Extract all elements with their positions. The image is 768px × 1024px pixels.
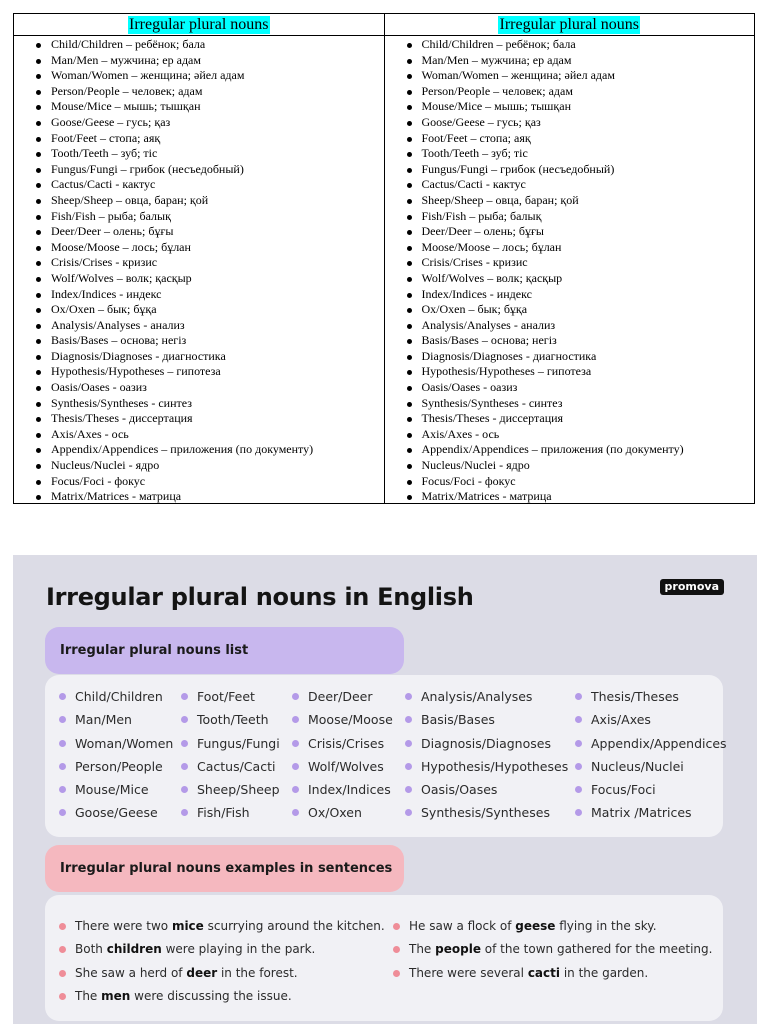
word-item: Man/Men (59, 708, 173, 731)
highlighted-noun: men (101, 989, 131, 1004)
list-item: Man/Men – мужчина; ер адам (385, 53, 755, 69)
list-item: Ox/Oxen – бык; бұқа (14, 302, 384, 318)
list-item: Goose/Geese – гусь; қаз (385, 115, 755, 131)
word-item: Thesis/Theses (575, 685, 727, 708)
highlighted-noun: children (106, 942, 162, 957)
sentence-column-left (59, 915, 385, 1009)
brand-logo: promova (660, 579, 724, 595)
list-item: Cactus/Cacti - кактус (385, 177, 755, 193)
list-item: Tooth/Teeth – зуб; тіс (14, 146, 384, 162)
list-item: Woman/Women – женщина; әйел адам (385, 68, 755, 84)
list-item: Fish/Fish – рыба; балық (14, 209, 384, 225)
table-header-text: Irregular plural nouns (128, 15, 269, 33)
sentences-heading-text: Irregular plural nouns examples in sentences (60, 861, 393, 876)
list-item: Focus/Foci - фокус (385, 474, 755, 490)
list-item: Oasis/Oases - оазиз (385, 380, 755, 396)
list-item: Hypothesis/Hypotheses – гипотеза (385, 364, 755, 380)
word-item: Child/Children (59, 685, 173, 708)
word-item: Axis/Axes (575, 708, 727, 731)
list-item: Mouse/Mice – мышь; тышқан (14, 99, 384, 115)
word-column-2 (181, 685, 280, 825)
list-item: Cactus/Cacti - кактус (14, 177, 384, 193)
sentence-item: Both children were playing in the park. (59, 938, 385, 961)
vocabulary-table (13, 13, 755, 504)
word-item: Hypothesis/Hypotheses (405, 755, 568, 778)
highlighted-noun: cacti (527, 965, 560, 980)
list-item: Goose/Geese – гусь; қаз (14, 115, 384, 131)
word-item: Sheep/Sheep (181, 778, 280, 801)
table-column-right (384, 14, 755, 503)
sentence-item: She saw a herd of deer in the forest. (59, 962, 385, 985)
list-item: Tooth/Teeth – зуб; тіс (385, 146, 755, 162)
list-item: Analysis/Analyses - анализ (14, 318, 384, 334)
list-item: Appendix/Appendices – приложения (по документу) (14, 442, 384, 458)
list-item: Axis/Axes - ось (385, 427, 755, 443)
word-list-left (14, 36, 384, 505)
word-item: Diagnosis/Diagnoses (405, 732, 568, 755)
word-item: Ox/Oxen (292, 801, 393, 824)
list-item: Wolf/Wolves – волк; қасқыр (14, 271, 384, 287)
table-column-left (14, 14, 384, 503)
word-item: Crisis/Crises (292, 732, 393, 755)
highlighted-noun: geese (515, 919, 556, 933)
infographic-card (13, 555, 757, 1024)
list-item: Matrix/Matrices - матрица (14, 489, 384, 505)
list-heading (45, 627, 404, 674)
list-item: Oasis/Oases - оазиз (14, 380, 384, 396)
word-column-3 (292, 685, 393, 825)
word-item: Deer/Deer (292, 685, 393, 708)
list-item: Person/People – человек; адам (385, 84, 755, 100)
list-item: Thesis/Theses - диссертация (385, 411, 755, 427)
sentence-item: There were two mice scurrying around the kitchen. (59, 915, 385, 938)
list-item: Fish/Fish – рыба; балық (385, 209, 755, 225)
word-item: Index/Indices (292, 778, 393, 801)
word-item: Foot/Feet (181, 685, 280, 708)
list-item: Sheep/Sheep – овца, баран; қой (385, 193, 755, 209)
list-item: Synthesis/Syntheses - синтез (385, 396, 755, 412)
sentence-box (45, 895, 723, 1021)
list-item: Basis/Bases – основа; негіз (14, 333, 384, 349)
list-item: Mouse/Mice – мышь; тышқан (385, 99, 755, 115)
table-header-left (14, 14, 384, 36)
list-item: Foot/Feet – стопа; аяқ (385, 131, 755, 147)
list-item: Moose/Moose – лось; бұлан (385, 240, 755, 256)
word-item: Analysis/Analyses (405, 685, 568, 708)
highlighted-noun: deer (186, 965, 218, 980)
list-item: Diagnosis/Diagnoses - диагностика (385, 349, 755, 365)
list-item: Index/Indices - индекс (14, 287, 384, 303)
word-item: Woman/Women (59, 732, 173, 755)
list-item: Deer/Deer – олень; бұғы (385, 224, 755, 240)
word-item: Basis/Bases (405, 708, 568, 731)
list-item: Foot/Feet – стопа; аяқ (14, 131, 384, 147)
list-item: Thesis/Theses - диссертация (14, 411, 384, 427)
word-item: Tooth/Teeth (181, 708, 280, 731)
list-item: Matrix/Matrices - матрица (385, 489, 755, 505)
list-item: Synthesis/Syntheses - синтез (14, 396, 384, 412)
word-list-right (385, 36, 755, 505)
list-heading-text: Irregular plural nouns list (60, 643, 249, 658)
word-item: Fish/Fish (181, 801, 280, 824)
table-header-text: Irregular plural nouns (499, 15, 639, 33)
list-item: Appendix/Appendices – приложения (по документу) (385, 442, 755, 458)
list-item: Man/Men – мужчина; ер адам (14, 53, 384, 69)
word-item: Oasis/Oases (405, 778, 568, 801)
list-item: Analysis/Analyses - анализ (385, 318, 755, 334)
table-header-right (385, 14, 755, 36)
word-column-4 (405, 685, 568, 825)
word-item: Person/People (59, 755, 173, 778)
list-item: Basis/Bases – основа; негіз (385, 333, 755, 349)
list-item: Focus/Foci - фокус (14, 474, 384, 490)
list-item: Nucleus/Nuclei - ядро (385, 458, 755, 474)
word-item: Mouse/Mice (59, 778, 173, 801)
list-item: Child/Children – ребёнок; бала (14, 37, 384, 53)
list-item: Crisis/Crises - кризис (385, 255, 755, 271)
word-item: Nucleus/Nuclei (575, 755, 727, 778)
list-item: Deer/Deer – олень; бұғы (14, 224, 384, 240)
word-item: Cactus/Cacti (181, 755, 280, 778)
list-item: Hypothesis/Hypotheses – гипотеза (14, 364, 384, 380)
list-item: Woman/Women – женщина; әйел адам (14, 68, 384, 84)
word-column-5 (575, 685, 727, 825)
sentence-item: The men were discussing the issue. (59, 985, 385, 1008)
word-item: Wolf/Wolves (292, 755, 393, 778)
highlighted-noun: people (435, 942, 481, 957)
word-item: Synthesis/Syntheses (405, 801, 568, 824)
word-item: Focus/Foci (575, 778, 727, 801)
sentence-item: There were several cacti in the garden. (393, 962, 712, 985)
list-item: Fungus/Fungi – грибок (несъедобный) (14, 162, 384, 178)
list-item: Diagnosis/Diagnoses - диагностика (14, 349, 384, 365)
word-item: Fungus/Fungi (181, 732, 280, 755)
list-item: Fungus/Fungi – грибок (несъедобный) (385, 162, 755, 178)
sentence-column-right (393, 915, 712, 985)
card-title: Irregular plural nouns in English (46, 583, 474, 611)
list-item: Moose/Moose – лось; бұлан (14, 240, 384, 256)
word-item: Moose/Moose (292, 708, 393, 731)
list-item: Child/Children – ребёнок; бала (385, 37, 755, 53)
word-item: Appendix/Appendices (575, 732, 727, 755)
list-item: Axis/Axes - ось (14, 427, 384, 443)
sentences-heading (45, 845, 404, 892)
list-item: Wolf/Wolves – волк; қасқыр (385, 271, 755, 287)
list-item: Nucleus/Nuclei - ядро (14, 458, 384, 474)
list-item: Index/Indices - индекс (385, 287, 755, 303)
list-item: Crisis/Crises - кризис (14, 255, 384, 271)
list-item: Ox/Oxen – бык; бұқа (385, 302, 755, 318)
sentence-item: The people of the town gathered for the meeting. (393, 938, 712, 961)
word-column-1 (59, 685, 173, 825)
highlighted-noun: mice (171, 919, 204, 933)
word-item: Goose/Geese (59, 801, 173, 824)
list-item: Person/People – человек; адам (14, 84, 384, 100)
word-item: Matrix /Matrices (575, 801, 727, 824)
word-grid (45, 675, 727, 837)
sentence-item: He saw a flock of geese flying in the sky. (393, 915, 712, 938)
list-item: Sheep/Sheep – овца, баран; қой (14, 193, 384, 209)
